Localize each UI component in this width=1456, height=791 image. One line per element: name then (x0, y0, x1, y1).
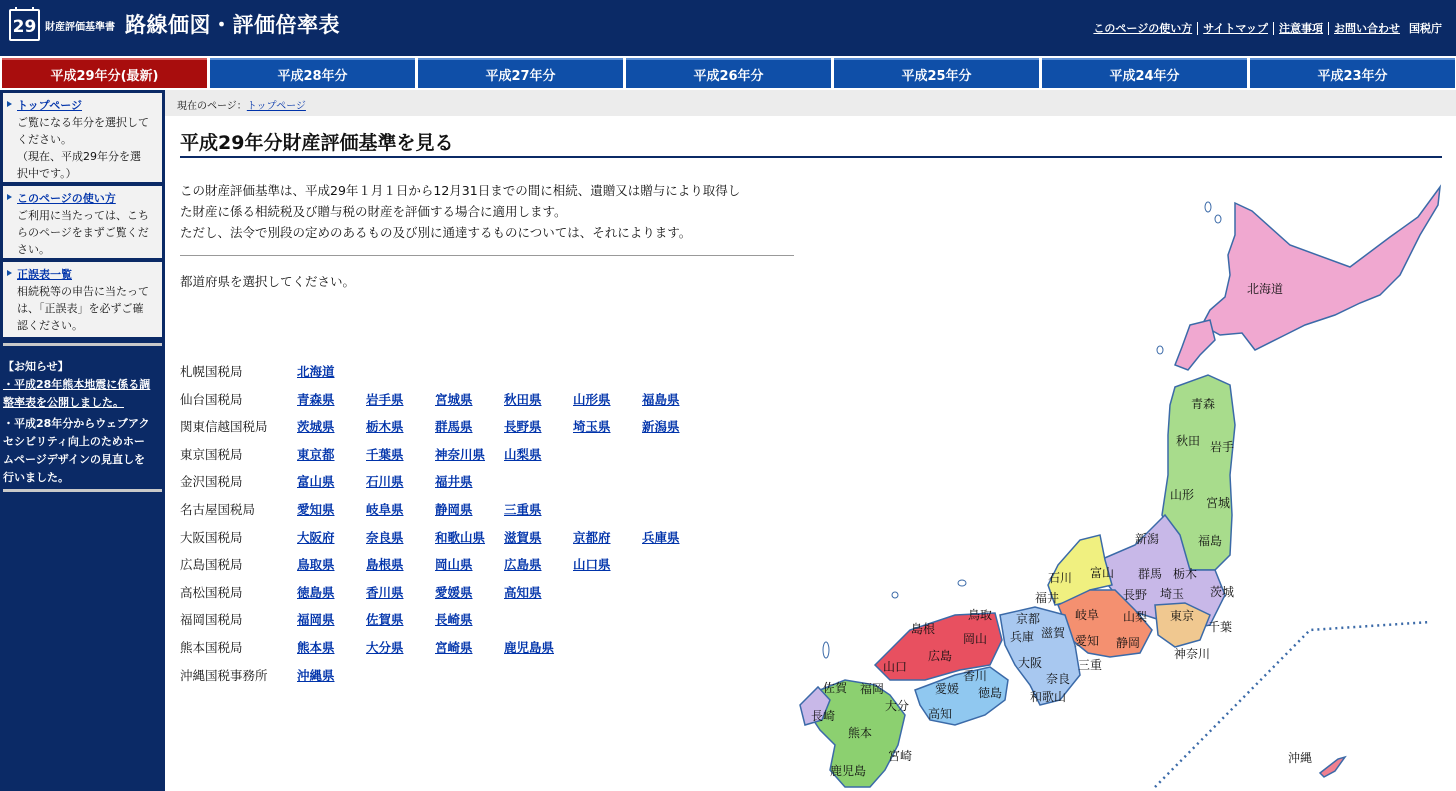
tax-office-name: 仙台国税局 (180, 391, 243, 407)
prefecture-link[interactable]: 佐賀県 (366, 612, 404, 628)
prefecture-link[interactable]: 宮城県 (435, 391, 473, 407)
map-label[interactable]: 山梨 (1122, 610, 1148, 624)
map-label[interactable]: 大阪 (1017, 656, 1043, 670)
sidebar-divider (3, 343, 162, 346)
map-label[interactable]: 奈良 (1045, 672, 1071, 686)
tab-h28[interactable]: 平成28年分 (210, 58, 415, 88)
map-island (823, 642, 829, 658)
prefecture-link[interactable]: 山形県 (573, 391, 611, 407)
prefecture-link[interactable]: 茨城県 (297, 419, 335, 435)
prefecture-link[interactable]: 青森県 (297, 391, 335, 407)
prefecture-link[interactable]: 島根県 (366, 557, 404, 573)
map-label[interactable]: 沖縄 (1287, 751, 1313, 765)
prefecture-link[interactable]: 滋賀県 (504, 529, 542, 545)
map-label[interactable]: 山口 (882, 660, 908, 674)
map-label[interactable]: 三重 (1077, 658, 1103, 672)
prefecture-link[interactable]: 秋田県 (504, 391, 542, 407)
prefecture-link[interactable]: 沖縄県 (297, 667, 335, 683)
tax-office-name: 札幌国税局 (180, 364, 243, 379)
site-subtitle: 財産評価基準書 (45, 22, 115, 33)
tab-h29[interactable]: 平成29年分(最新) (2, 58, 207, 88)
notice-title: 【お知らせ】 (3, 360, 69, 373)
prefecture-link[interactable]: 長崎県 (435, 612, 473, 628)
map-label[interactable]: 埼玉 (1159, 587, 1185, 601)
title-underline (180, 156, 1442, 158)
map-label[interactable]: 愛媛 (934, 682, 960, 696)
prefecture-link[interactable]: 静岡県 (435, 502, 473, 517)
tax-office-name: 高松国税局 (180, 584, 243, 600)
tab-h23[interactable]: 平成23年分 (1250, 58, 1455, 88)
map-label[interactable]: 和歌山 (1029, 690, 1067, 704)
map-label[interactable]: 島根 (910, 622, 936, 636)
japan-map (790, 175, 1456, 791)
tax-office-name: 関東信越国税局 (180, 419, 268, 435)
prefecture-link[interactable]: 三重県 (504, 502, 542, 517)
map-label[interactable]: 山形 (1169, 488, 1195, 502)
map-label[interactable]: 岡山 (962, 632, 988, 646)
map-label[interactable]: 鳥取 (967, 608, 993, 622)
map-label[interactable]: 群馬 (1137, 567, 1163, 581)
site-header (0, 0, 1456, 56)
map-label[interactable]: 青森 (1190, 397, 1216, 411)
prefecture-link[interactable]: 広島県 (504, 557, 542, 573)
map-label[interactable]: 長野 (1122, 588, 1148, 602)
map-label[interactable]: 秋田 (1175, 434, 1201, 448)
triangle-bullet-icon (7, 194, 12, 200)
map-label[interactable]: 佐賀 (822, 681, 848, 695)
map-label[interactable]: 滋賀 (1040, 626, 1066, 640)
prefecture-link[interactable]: 奈良県 (366, 529, 404, 545)
map-region-hokkaido[interactable] (1202, 187, 1440, 350)
prefecture-link[interactable]: 岩手県 (366, 391, 404, 407)
tax-office-name: 熊本国税局 (180, 640, 243, 655)
tax-office-name: 福岡国税局 (180, 612, 243, 628)
prefecture-link[interactable]: 群馬県 (435, 419, 473, 435)
map-label[interactable]: 栃木 (1172, 567, 1198, 581)
prefecture-link[interactable]: 兵庫県 (642, 529, 680, 545)
left-sidebar (0, 90, 165, 791)
prefecture-link[interactable]: 千葉県 (366, 446, 404, 462)
prefecture-link[interactable]: 山梨県 (504, 446, 542, 462)
tax-office-name: 東京国税局 (180, 446, 243, 462)
prefecture-link[interactable]: 富山県 (297, 474, 335, 490)
sidebar-box-howto: このページの使い方 ご利用に当たっては、こち らのページをまずご覧くだ さい。 (3, 186, 162, 258)
triangle-bullet-icon (7, 270, 12, 276)
prefecture-link[interactable]: 福岡県 (297, 612, 335, 628)
prefecture-link[interactable]: 徳島県 (297, 584, 335, 600)
map-label[interactable]: 熊本 (847, 726, 873, 740)
map-label[interactable]: 広島 (927, 649, 953, 663)
tab-h24[interactable]: 平成24年分 (1042, 58, 1247, 88)
site-title: 路線価図・評価倍率表 (125, 13, 340, 37)
link-contact[interactable]: お問い合わせ (1334, 21, 1400, 35)
prefecture-link[interactable]: 鹿児島県 (504, 640, 555, 655)
map-label[interactable]: 香川 (962, 669, 988, 683)
tax-office-name: 大阪国税局 (180, 529, 243, 545)
prefecture-link[interactable]: 石川県 (366, 474, 404, 490)
intro-text: この財産評価基準は、平成29年１月１日から12月31日までの間に相続、遺贈又は贈与により取得し た財産に係る相続税及び贈与税の財産を評価する場合に適用します。 ただし、法令で別段の定めのあるもの及び別に通達するものについては、それによります。 (180, 183, 741, 240)
intro-divider (180, 255, 794, 256)
map-label[interactable]: 千葉 (1207, 620, 1233, 634)
prefecture-link[interactable]: 福井県 (435, 474, 473, 490)
sidebar-box-top: トップページ ご覧になる年分を選択して ください。 （現在、平成29年分を選 択中です。） (3, 93, 162, 182)
map-label[interactable]: 徳島 (977, 686, 1003, 700)
map-label[interactable]: 北海道 (1246, 282, 1284, 296)
tax-office-name: 広島国税局 (180, 557, 243, 573)
triangle-bullet-icon (7, 101, 12, 107)
map-region-okinawa[interactable] (1320, 757, 1345, 777)
tax-office-name: 名古屋国税局 (180, 502, 256, 517)
tax-office-name: 金沢国税局 (180, 474, 243, 490)
prefecture-link[interactable]: 神奈川県 (435, 446, 486, 462)
breadcrumb: 現在のページ：トップページ (165, 90, 1456, 116)
prefecture-link[interactable]: 鳥取県 (297, 557, 335, 573)
map-label[interactable]: 高知 (927, 707, 953, 721)
map-label[interactable]: 兵庫 (1009, 630, 1035, 644)
prefecture-link[interactable]: 香川県 (366, 584, 404, 600)
sidebar-box-errata: 正誤表一覧 相続税等の申告に当たって は、「正誤表」を必ずご確 認ください。 (3, 262, 162, 337)
prefecture-link[interactable]: 長野県 (504, 419, 542, 435)
map-label[interactable]: 福岡 (859, 682, 885, 696)
sidebar-link-errata[interactable]: 正誤表一覧 (17, 268, 72, 281)
prefecture-link[interactable]: 宮崎県 (435, 640, 473, 655)
prefecture-link[interactable]: 東京都 (297, 446, 335, 462)
tax-office-name: 沖縄国税事務所 (180, 667, 268, 683)
prefecture-link[interactable]: 高知県 (504, 584, 542, 600)
prefecture-link[interactable]: 愛媛県 (435, 584, 473, 600)
link-notes[interactable]: 注意事項 (1274, 22, 1329, 35)
map-label[interactable]: 愛知 (1074, 634, 1100, 648)
tab-h26[interactable]: 平成26年分 (626, 58, 831, 88)
map-label[interactable]: 京都 (1015, 612, 1041, 626)
prefecture-link[interactable]: 愛知県 (297, 502, 335, 517)
prefecture-link[interactable]: 山口県 (573, 557, 611, 573)
map-label[interactable]: 福島 (1197, 534, 1223, 548)
prefecture-link[interactable]: 大阪府 (297, 529, 335, 545)
map-label[interactable]: 神奈川 (1173, 647, 1211, 661)
map-label[interactable]: 鹿児島 (829, 764, 867, 778)
sidebar-link-howto[interactable]: このページの使い方 (17, 192, 116, 205)
map-label[interactable]: 福井 (1034, 591, 1060, 605)
link-sitemap[interactable]: サイトマップ (1198, 22, 1274, 35)
map-label[interactable]: 宮城 (1205, 496, 1231, 510)
prefecture-link[interactable]: 大分県 (366, 640, 404, 655)
prefecture-link[interactable]: 栃木県 (366, 419, 404, 435)
map-island (1157, 346, 1163, 354)
notice-section (3, 358, 163, 487)
tab-h27[interactable]: 平成27年分 (418, 58, 623, 88)
map-label[interactable]: 岐阜 (1074, 608, 1100, 622)
map-label[interactable]: 茨城 (1209, 585, 1235, 599)
prefecture-link[interactable]: 岡山県 (435, 557, 473, 573)
map-label[interactable]: 宮崎 (887, 749, 913, 763)
map-island (892, 592, 898, 598)
prefecture-link[interactable]: 岐阜県 (366, 502, 404, 517)
link-how-to-use[interactable]: このページの使い方 (1088, 22, 1198, 35)
sidebar-link-top[interactable]: トップページ (17, 99, 83, 112)
prefecture-link[interactable]: 福島県 (642, 391, 680, 407)
map-label[interactable]: 東京 (1169, 609, 1195, 623)
notice-link-kumamoto[interactable]: ・平成28年熊本地震に係る調 整率表を公開しました。 (3, 378, 151, 409)
map-label[interactable]: 新潟 (1134, 532, 1160, 546)
breadcrumb-top-link[interactable]: トップページ (246, 101, 306, 112)
prefecture-link[interactable]: 北海道 (297, 364, 335, 379)
prefecture-link[interactable]: 京都府 (573, 529, 611, 545)
map-island (1215, 215, 1221, 223)
prefecture-link[interactable]: 和歌山県 (435, 529, 486, 545)
map-label[interactable]: 石川 (1047, 571, 1073, 585)
map-island (1205, 202, 1211, 212)
agency-name: 国税庁 (1409, 22, 1442, 35)
prefecture-link[interactable]: 埼玉県 (573, 419, 611, 435)
year-tabs (0, 56, 1456, 90)
map-island (958, 580, 966, 586)
map-label[interactable]: 大分 (884, 699, 910, 713)
prefecture-link[interactable]: 新潟県 (642, 419, 680, 435)
page-title: 平成29年分財産評価基準を見る (180, 132, 454, 154)
prefecture-link[interactable]: 熊本県 (297, 640, 335, 655)
map-label[interactable]: 長崎 (810, 709, 836, 723)
tab-h25[interactable]: 平成25年分 (834, 58, 1039, 88)
map-label[interactable]: 富山 (1089, 566, 1115, 580)
select-prompt: 都道府県を選択してください。 (180, 274, 356, 289)
utility-nav (1088, 20, 1442, 36)
map-label[interactable]: 静岡 (1115, 636, 1141, 650)
calendar-logo-icon: 29 (9, 9, 40, 41)
sidebar-divider (3, 489, 162, 492)
map-label[interactable]: 岩手 (1209, 440, 1235, 454)
notice-accessibility: ・平成28年分からウェブアク セシビリティ向上のためホー ムページデザインの見直しを 行いました。 (3, 417, 150, 484)
map-region-hokkaido-south[interactable] (1175, 320, 1215, 370)
